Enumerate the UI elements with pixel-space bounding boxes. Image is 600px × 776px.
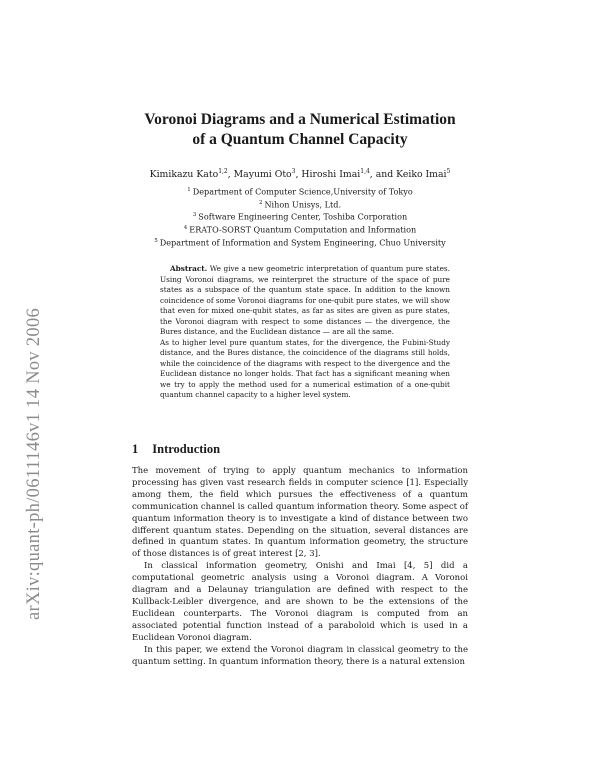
author-separator: , <box>227 169 234 181</box>
affiliation-line <box>100 210 500 223</box>
author-name: Keiko Imai <box>396 169 447 181</box>
body-paragraph: In classical information geometry, Onishi and Imai [4, 5] did a computational geometric analysis using a Voronoi diagram. A Voronoi diagram and a Delaunay triangulation are defined with respect to the Kullback-Leibler divergence, and are shown to be the extensions of the Euclidean counterparts. The Voronoi diagram is computed from an associated potential function instead of a paraboloid which is used in a Euclidean Voronoi diagram. <box>132 561 468 643</box>
affiliation-line <box>100 198 500 211</box>
section-number: 1 <box>132 442 139 456</box>
abstract <box>160 264 450 401</box>
section-title: Introduction <box>152 442 221 456</box>
author-affiliation-marker: 1,4 <box>360 168 370 175</box>
abstract-paragraph-2: As to higher level pure quantum states, for the divergence, the Fubini-Study distance, and the Bures distance, the coincidence of the diagrams still holds, while the coincidence of the diagrams with respect to the divergence and the Euclidean distance no longer holds. That fact has a significant meaning when we try to apply the method used for a numerical estimation of a one-qubit quantum channel capacity to a higher level system. <box>160 337 450 399</box>
author-separator: , and <box>369 169 397 181</box>
author-affiliation-marker: 1,2 <box>218 168 228 175</box>
author-list <box>100 168 500 180</box>
affiliation-text: Nihon Unisys, Ltd. <box>264 199 342 210</box>
affiliation-text: ERATO-SORST Quantum Computation and Information <box>189 224 417 235</box>
author-name: Kimikazu Kato <box>149 169 219 181</box>
arxiv-identifier-stamp <box>0 0 44 776</box>
title-line-1: Voronoi Diagrams and a Numerical Estimation <box>144 111 456 128</box>
affiliation-marker: 3 <box>192 212 197 219</box>
affiliation-marker: 2 <box>258 199 263 206</box>
affiliation-text: Software Engineering Center, Toshiba Corporation <box>198 212 408 223</box>
section-heading <box>132 442 220 457</box>
title-line-2: of a Quantum Channel Capacity <box>192 131 408 148</box>
affiliation-line <box>100 185 500 198</box>
body-paragraph: In this paper, we extend the Voronoi diagram in classical geometry to the quantum setting. In quantum information theory, there is a natural extension <box>132 644 468 667</box>
author-separator: , <box>295 169 302 181</box>
affiliation-text: Department of Computer Science,University of Tokyo <box>192 186 413 197</box>
abstract-label: Abstract. <box>170 264 208 273</box>
affiliation-marker: 4 <box>183 225 188 232</box>
section-body <box>132 466 468 668</box>
author-name: Mayumi Oto <box>233 169 292 181</box>
paper-title <box>100 110 500 150</box>
affiliation-marker: 1 <box>187 187 191 193</box>
abstract-paragraph-1 <box>160 264 450 338</box>
author-affiliation-marker: 3 <box>291 168 296 175</box>
author-affiliation-marker: 5 <box>446 168 451 175</box>
affiliation-text: Department of Information and System Engineering, Chuo University <box>159 237 446 248</box>
body-paragraph: The movement of trying to apply quantum mechanics to information processing has given vast research fields in computer science [1]. Especially among them, the field which pursues the effectiveness of a quantum communication channel is called quantum information theory. Some aspect of quantum information theory is to investigate a kind of distance between two different quantum states. Depending on the situation, several distances are defined in quantum states. In quantum information geometry, the structure of those distances is of great interest [2, 3]. <box>132 466 468 560</box>
affiliation-list <box>100 185 500 248</box>
affiliation-marker: 5 <box>154 237 158 244</box>
author-name: Hiroshi Imai <box>301 169 361 181</box>
arxiv-id-text[interactable]: arXiv:quant-ph/0611146v1 14 Nov 2006 <box>24 307 44 620</box>
affiliation-line <box>100 223 500 236</box>
abstract-text: We give a new geometric interpretation of quantum pure states. Using Voronoi diagrams, we reinterpret the structure of the space of pure states as a subspace of the quantum state space. In addition to the known coincidence of some Voronoi diagrams for one-qubit pure states, we will show that even for mixed one-qubit states, as far as sites are given as pure states, the Voronoi diagram with respect to some distances — the divergence, the Bures distance, and the Euclidean distance — are all the same. <box>160 264 450 336</box>
affiliation-line <box>100 236 500 249</box>
